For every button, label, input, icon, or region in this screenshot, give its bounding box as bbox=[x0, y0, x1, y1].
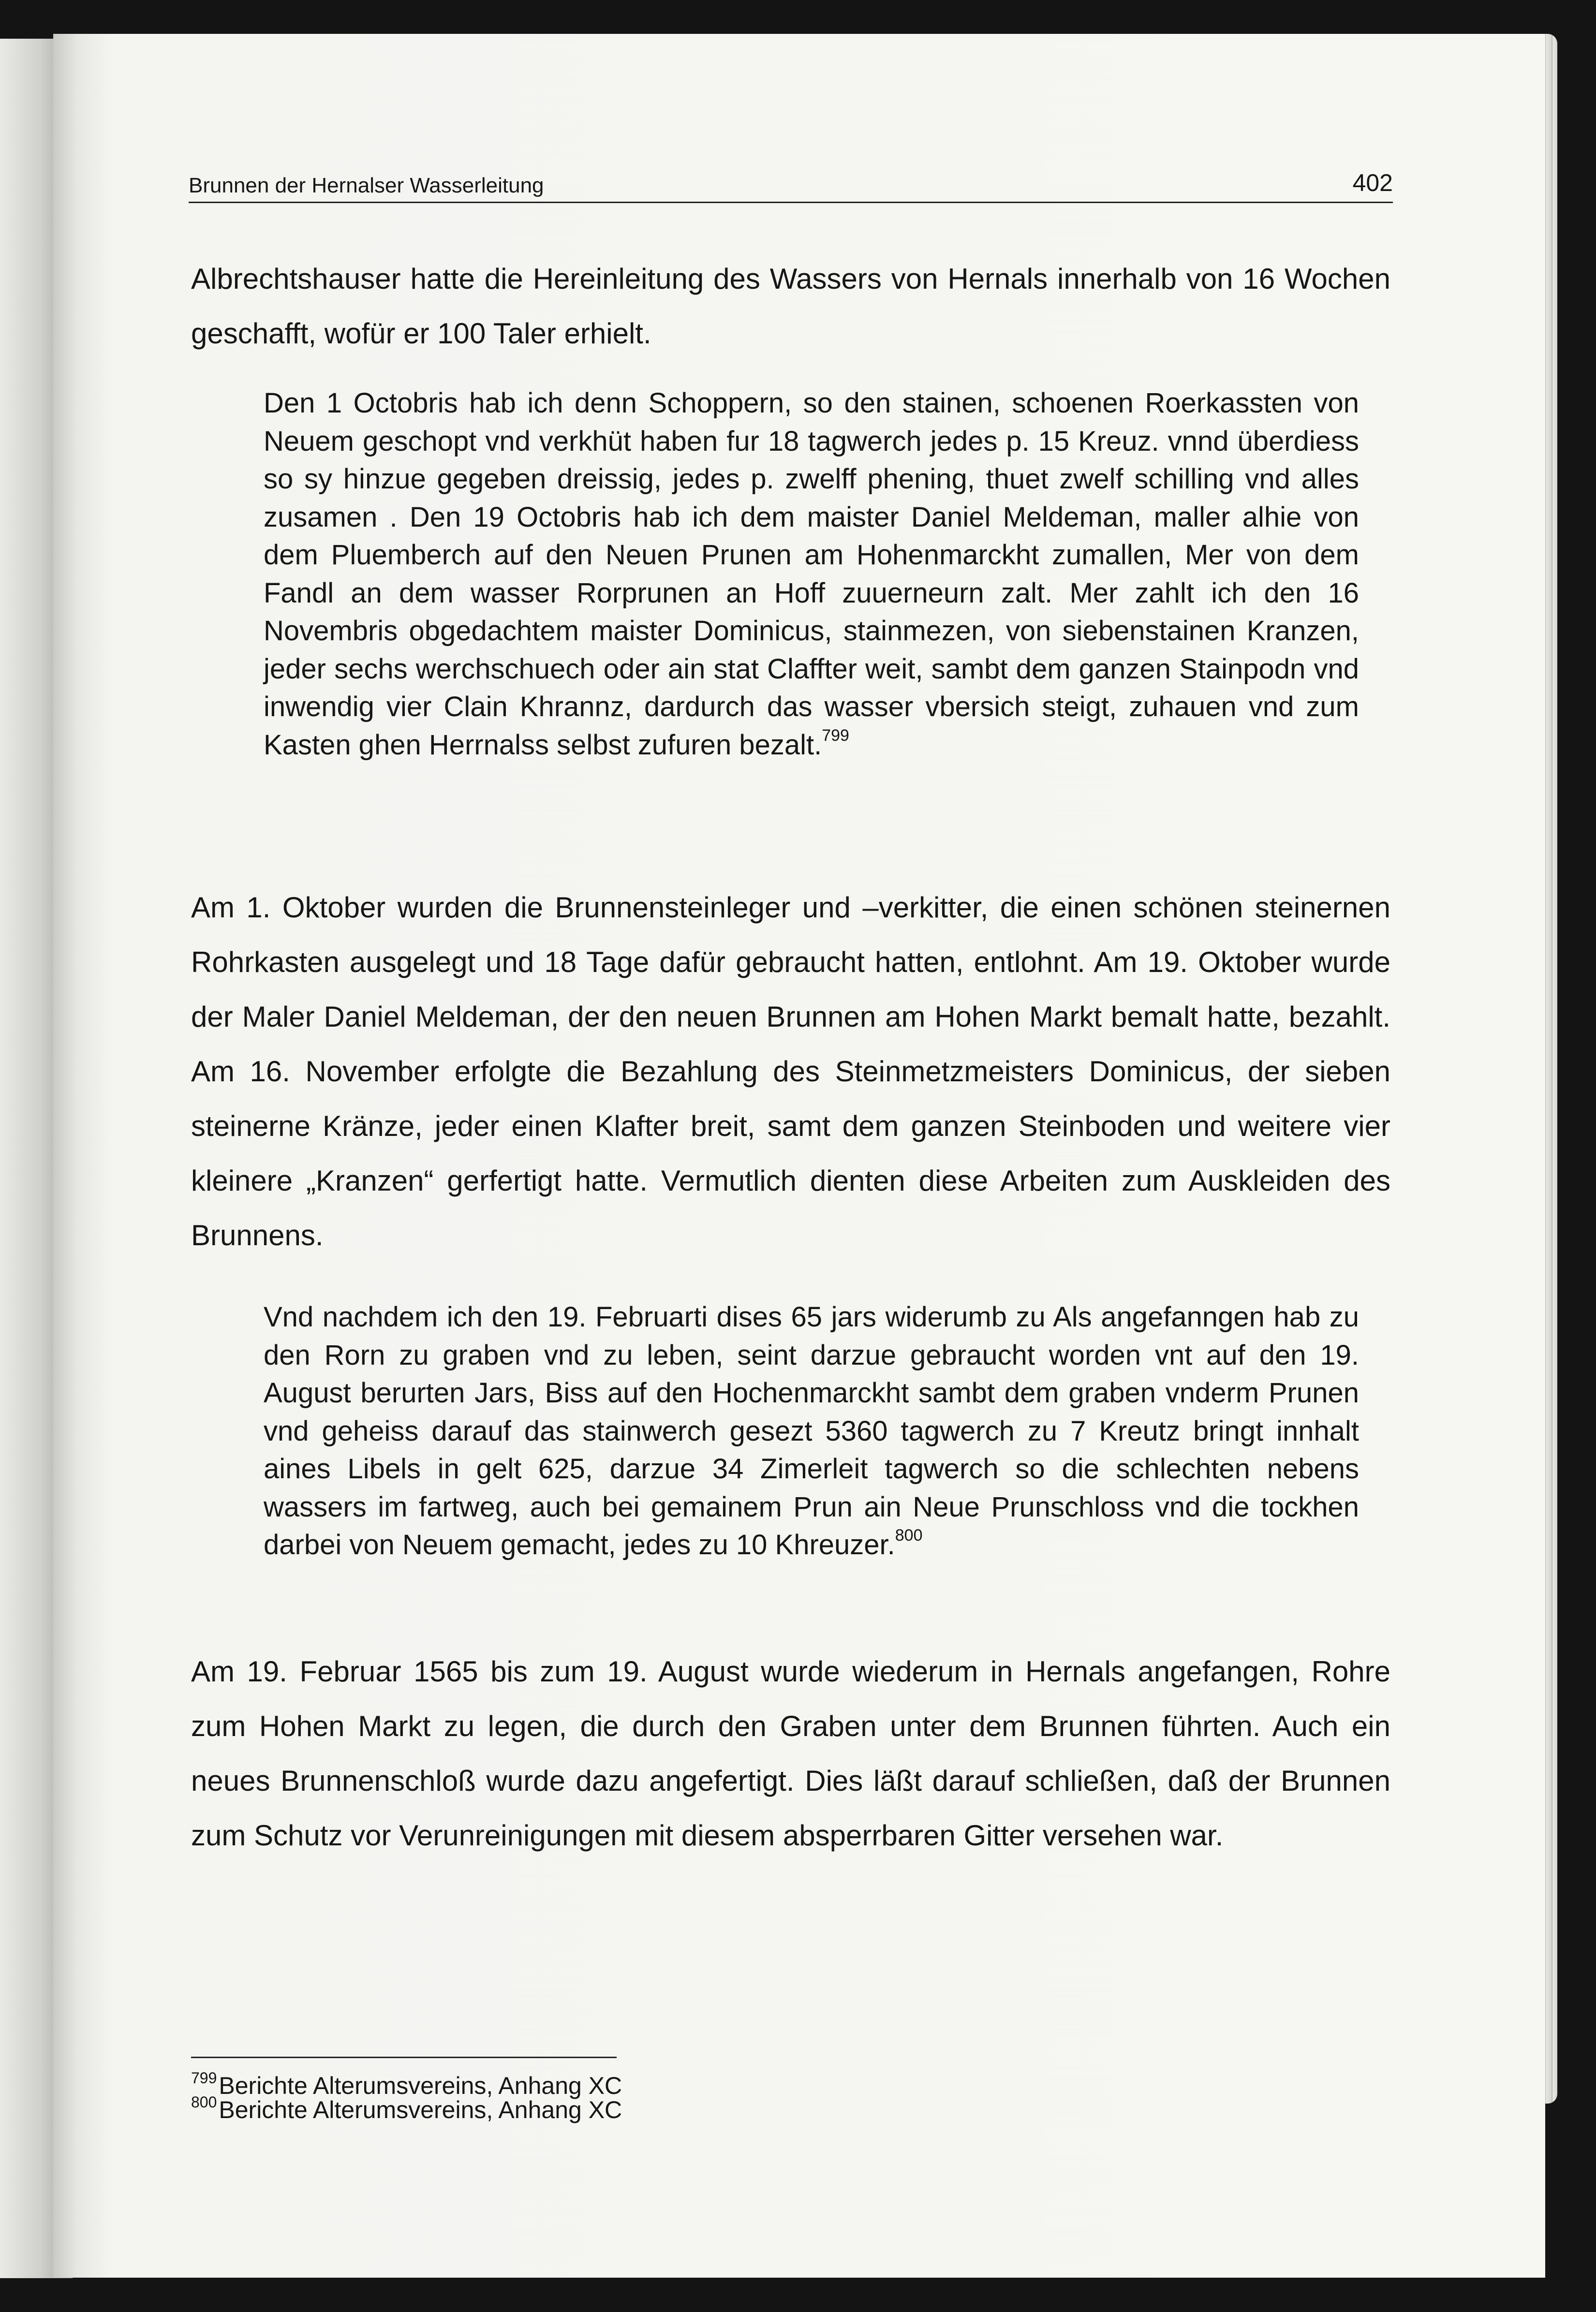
footnote-800 bbox=[191, 2093, 868, 2123]
footnote-text: Berichte Alterumsvereins, Anhang XC bbox=[219, 2096, 622, 2123]
footnote-number: 799 bbox=[191, 2069, 217, 2087]
footnote-separator bbox=[191, 2057, 617, 2058]
scan-border bbox=[0, 2278, 1596, 2312]
paragraph-2: Am 1. Oktober wurden die Brunnensteinleger und –verkitter, die einen schönen steinernen Rohrkasten ausgelegt und 18 Tage dafür gebraucht hatten, entlohnt. Am 19. Oktober wurde der Maler Daniel Meldeman, der den neuen Brunnen am Hohen Markt bemalt hatte, bezahlt. Am 16. November erfolgte die Bezahlung des Steinmetzmeisters Dominicus, der sieben steinerne Kränze, jeder einen Klafter breit, samt dem ganzen Steinboden und weitere vier kleinere „Kranzen“ gerfertigt hatte. Vermutlich dienten diese Arbeiten zum Auskleiden des Brunnens. bbox=[191, 891, 1390, 1252]
footnote-ref-799: 799 bbox=[822, 726, 849, 745]
running-header-title: Brunnen der Hernalser Wasserleitung bbox=[189, 174, 544, 197]
footnote-799 bbox=[191, 2069, 868, 2099]
footnote-ref-800: 800 bbox=[895, 1526, 923, 1545]
quote-1-text: Den 1 Octobris hab ich denn Schoppern, so den stainen, schoenen Roerkassten von Neuem geschopt vnd verkhüt haben fur 18 tagwerch jedes p. 15 Kreuz. vnnd überdiess so sy hinzue gegeben dreissig, jedes p. zwelff phening, thuet zwelf schilling vnd alles zusamen . Den 19 Octobris hab ich dem maister Daniel Meldeman, maller alhie von dem Pluemberch auf den Neuen Prunen am Hohenmarckht zumallen, Mer von dem Fandl an dem wasser Rorprunen an Hoff zuuerneurn zalt. Mer zahlt ich den 16 Novembris obgedachtem maister Dominicus, stainmezen, von siebenstainen Kranzen, jeder sechs werchschuech oder ain stat Claffter weit, sambt dem ganzen Stainpodn vnd inwendig vier Clain Khrannz, dardurch das wasser vbersich steigt, zuhauen vnd zum Kasten ghen Herrnalss selbst zufuren bezalt. bbox=[264, 387, 1359, 761]
footnote-number: 800 bbox=[191, 2093, 217, 2111]
page bbox=[53, 34, 1545, 2278]
running-header bbox=[189, 167, 1393, 203]
page-number: 402 bbox=[1352, 169, 1393, 196]
quote-block-2 bbox=[264, 1298, 1359, 1564]
paragraph-3: Am 19. Februar 1565 bis zum 19. August wurde wiederum in Hernals angefangen, Rohre zum Hohen Markt zu legen, die durch den Graben unter dem Brunnen führten. Auch ein neues Brunnenschloß wurde dazu angefertigt. Dies läßt darauf schließen, daß der Brunnen zum Schutz vor Verunreinigungen mit diesem absperrbaren Gitter versehen war. bbox=[191, 1655, 1390, 1852]
footnote-text: Berichte Alterumsvereins, Anhang XC bbox=[219, 2072, 622, 2099]
paragraph-1: Albrechtshauser hatte die Hereinleitung des Wassers von Hernals innerhalb von 16 Wochen geschafft, wofür er 100 Taler erhielt. bbox=[191, 263, 1390, 350]
quote-block-1 bbox=[264, 384, 1359, 764]
quote-2-text: Vnd nachdem ich den 19. Februarti dises 65 jars widerumb zu Als angefanngen hab zu den Rorn zu graben vnd zu leben, seint darzue gebraucht worden vnt auf den 19. August berurten Jars, Biss auf den Hochenmarckht sambt dem graben vnderm Prunen vnd geheiss darauf das stainwerch gesezt 5360 tagwerch zu 7 Kreutz bringt innhalt aines Libels in gelt 625, darzue 34 Zimerleit tagwerch so die schlechten nebens wassers im fartweg, auch bei gemainem Prun ain Neue Prunschloss vnd die tockhen darbei von Neuem gemacht, jedes zu 10 Khreuzer. bbox=[264, 1301, 1359, 1561]
